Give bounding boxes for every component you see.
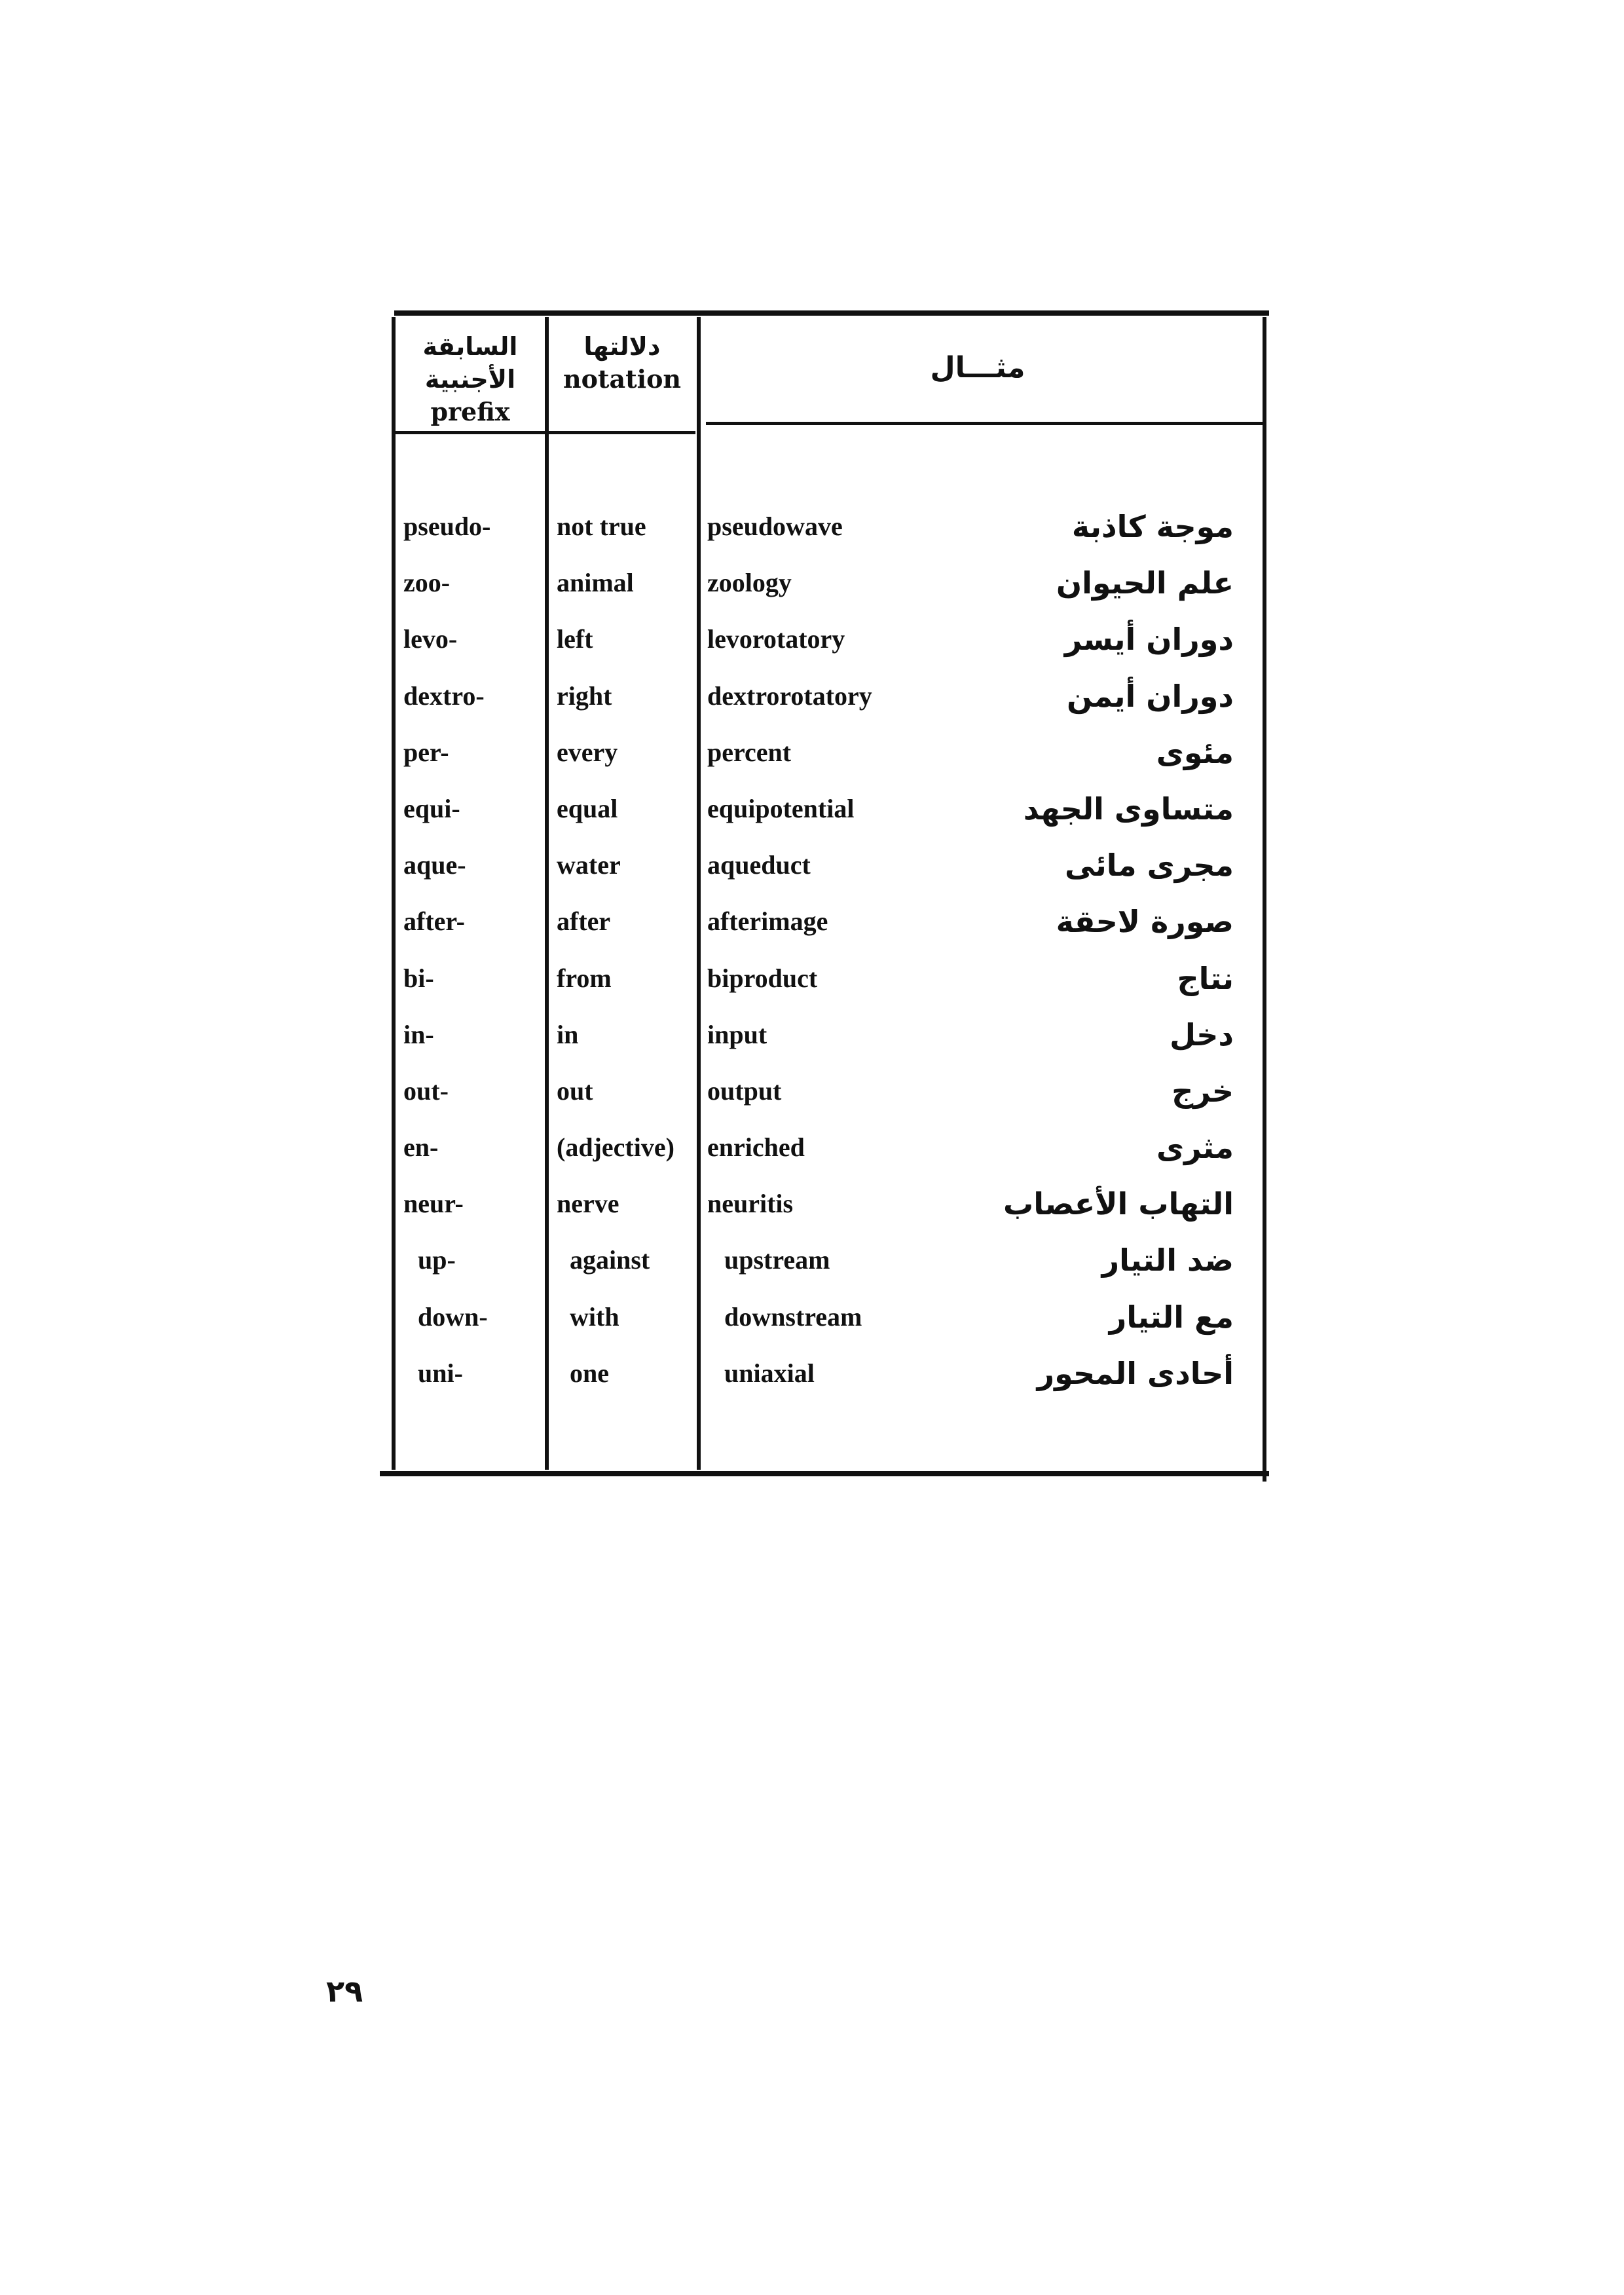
prefix-cell: down- xyxy=(418,1301,488,1332)
table-row xyxy=(380,959,1269,1015)
prefix-cell: after- xyxy=(403,906,465,937)
header-prefix-arabic: السابقة الأجنبية xyxy=(422,332,518,394)
table-row xyxy=(380,789,1269,846)
table-row xyxy=(380,846,1269,902)
table-row xyxy=(380,677,1269,733)
prefix-cell: uni- xyxy=(418,1358,463,1388)
notation-cell: water xyxy=(557,850,621,880)
notation-cell: after xyxy=(557,906,611,937)
header-rule-prefix xyxy=(396,431,545,434)
prefix-cell: out- xyxy=(403,1075,449,1106)
notation-cell: one xyxy=(570,1358,609,1388)
table-bottom-rule xyxy=(380,1471,1269,1476)
example-cell: neuritis xyxy=(707,1189,794,1219)
table-row xyxy=(380,1015,1269,1072)
prefix-cell: in- xyxy=(403,1019,434,1049)
prefix-cell: dextro- xyxy=(403,681,485,711)
prefix-table xyxy=(380,310,1269,1476)
prefix-cell: zoo- xyxy=(403,568,451,598)
example-cell: input xyxy=(707,1019,767,1049)
table-row xyxy=(380,1354,1269,1410)
arabic-example-cell: دوران أيسر xyxy=(1064,622,1234,658)
example-cell: biproduct xyxy=(707,963,818,993)
header-notation-arabic: دلالتها xyxy=(583,332,661,361)
header-rule-example xyxy=(706,422,1263,425)
prefix-cell: bi- xyxy=(403,963,434,993)
table-row xyxy=(380,1184,1269,1241)
notation-cell: equal xyxy=(557,793,618,823)
arabic-example-cell: متساوى الجهد xyxy=(1023,791,1234,827)
notation-cell: in xyxy=(557,1019,579,1049)
table-row xyxy=(380,507,1269,563)
example-cell: levorotatory xyxy=(707,624,845,654)
example-cell: zoology xyxy=(707,568,792,598)
prefix-cell: up- xyxy=(418,1245,456,1275)
header-rule-notation xyxy=(549,431,695,434)
table-row xyxy=(380,1072,1269,1128)
arabic-example-cell: التهاب الأعصاب xyxy=(1003,1186,1234,1222)
header-notation-english: notation xyxy=(563,364,682,394)
example-cell: upstream xyxy=(724,1245,830,1275)
header-notation xyxy=(549,330,695,396)
notation-cell: left xyxy=(557,624,593,654)
page-number: ٢٩ xyxy=(326,1973,363,2009)
arabic-example-cell: مجرى مائى xyxy=(1065,848,1234,884)
prefix-cell: levo- xyxy=(403,624,458,654)
prefix-cell: en- xyxy=(403,1132,439,1163)
notation-cell: right xyxy=(557,681,612,711)
prefix-cell: pseudo- xyxy=(403,512,491,541)
table-row xyxy=(380,1241,1269,1297)
table-body xyxy=(380,507,1269,1410)
table-row xyxy=(380,733,1269,789)
example-cell: equipotential xyxy=(707,793,855,823)
notation-cell: with xyxy=(570,1301,619,1332)
arabic-example-cell: أحادى المحور xyxy=(1037,1355,1234,1391)
example-cell: dextrorotatory xyxy=(707,681,872,711)
notation-cell: not true xyxy=(557,512,646,541)
example-cell: output xyxy=(707,1075,782,1106)
prefix-cell: per- xyxy=(403,737,449,767)
notation-cell: against xyxy=(570,1245,650,1275)
header-example xyxy=(701,351,1263,384)
header-prefix-english: prefix xyxy=(430,397,510,426)
arabic-example-cell: دخل xyxy=(1170,1017,1234,1053)
prefix-cell: equi- xyxy=(403,793,460,823)
table-top-rule xyxy=(394,310,1269,316)
arabic-example-cell: صورة لاحقة xyxy=(1056,904,1234,940)
example-cell: percent xyxy=(707,737,792,767)
notation-cell: animal xyxy=(557,568,634,598)
arabic-example-cell: نتاج xyxy=(1177,960,1234,996)
table-row xyxy=(380,902,1269,958)
notation-cell: nerve xyxy=(557,1189,619,1219)
prefix-cell: aque- xyxy=(403,850,466,880)
arabic-example-cell: مئوى xyxy=(1156,734,1234,770)
example-cell: pseudowave xyxy=(707,512,843,541)
example-cell: uniaxial xyxy=(724,1358,815,1388)
table-row xyxy=(380,1297,1269,1354)
header-example-arabic: مثـــال xyxy=(930,351,1025,384)
table-row xyxy=(380,563,1269,620)
arabic-example-cell: خرج xyxy=(1172,1073,1234,1109)
example-cell: afterimage xyxy=(707,906,828,937)
arabic-example-cell: موجة كاذبة xyxy=(1071,509,1234,544)
example-cell: aqueduct xyxy=(707,850,811,880)
arabic-example-cell: مثرى xyxy=(1156,1130,1234,1166)
notation-cell: (adjective) xyxy=(557,1132,674,1163)
arabic-example-cell: ضد التيار xyxy=(1101,1242,1234,1278)
notation-cell: every xyxy=(557,737,618,767)
arabic-example-cell: دوران أيمن xyxy=(1067,678,1234,714)
table-row xyxy=(380,620,1269,676)
header-prefix xyxy=(396,330,545,428)
notation-cell: from xyxy=(557,963,612,993)
table-row xyxy=(380,1128,1269,1184)
prefix-cell: neur- xyxy=(403,1189,464,1219)
arabic-example-cell: مع التيار xyxy=(1109,1299,1234,1335)
example-cell: downstream xyxy=(724,1301,862,1332)
arabic-example-cell: علم الحيوان xyxy=(1056,565,1234,601)
notation-cell: out xyxy=(557,1075,593,1106)
example-cell: enriched xyxy=(707,1132,805,1163)
